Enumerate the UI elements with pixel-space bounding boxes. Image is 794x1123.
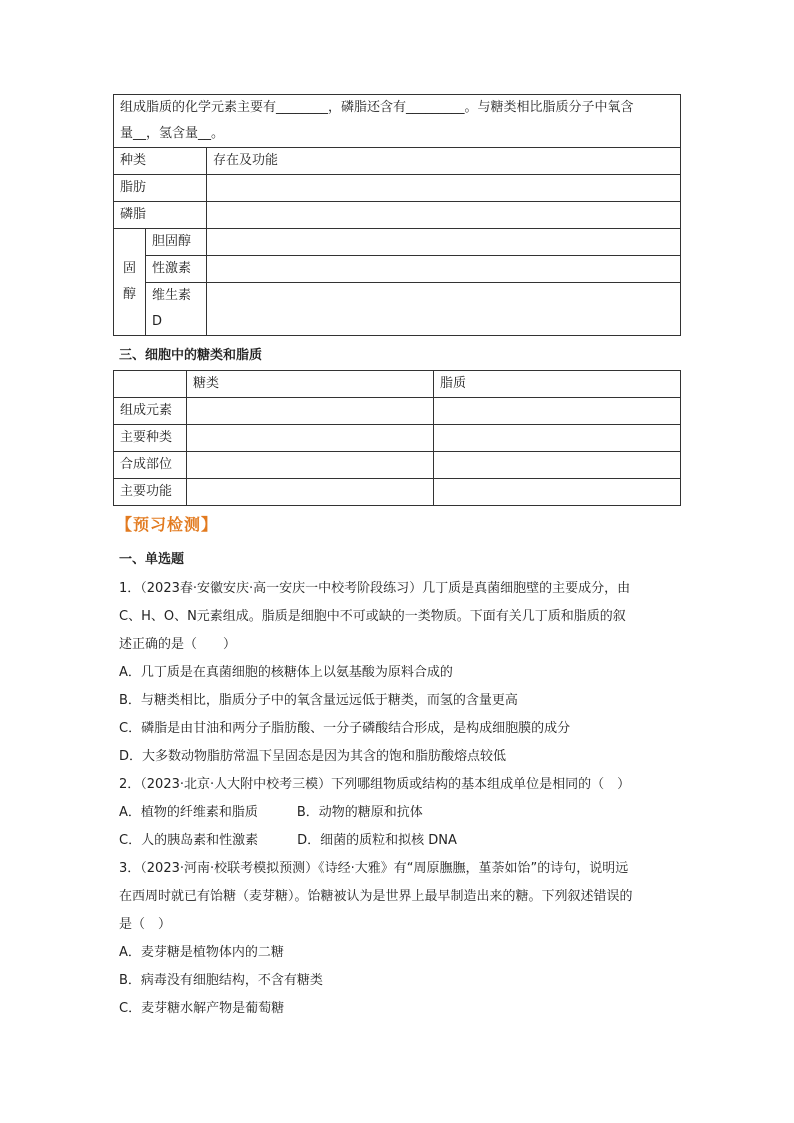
option-line: D．大多数动物脂肪常温下呈固态是因为其含的饱和脂肪酸熔点较低 xyxy=(119,749,507,764)
lipid-table xyxy=(113,94,681,336)
header-sugar: 糖类 xyxy=(187,371,434,398)
sterol-label xyxy=(114,229,146,336)
subheading: 一、单选题 xyxy=(119,552,185,567)
header-function: 存在及功能 xyxy=(207,148,681,175)
section-3-heading: 三、细胞中的糖类和脂质 xyxy=(119,348,263,363)
text-line: 述正确的是（ ） xyxy=(119,637,237,652)
sterol-char-1: 固 xyxy=(123,261,137,276)
text-line: 是（ ） xyxy=(119,917,172,932)
option-line: B．病毒没有细胞结构，不含有糖类 xyxy=(119,973,323,988)
row-sex-hormone-label: 性激素 xyxy=(146,256,207,283)
option-line: B．与糖类相比，脂质分子中的氧含量远远低于糖类，而氢的含量更高 xyxy=(119,693,518,708)
corner-cell xyxy=(114,371,187,398)
row-label: 主要功能 xyxy=(114,479,187,506)
table-cell xyxy=(434,398,681,425)
header-lipid: 脂质 xyxy=(434,371,681,398)
text-line: C、H、O、N元素组成。脂质是细胞中不可或缺的一类物质。下面有关几丁质和脂质的叙 xyxy=(119,609,626,624)
text-line: 2．（2023·北京·人大附中校考三模）下列哪组物质或结构的基本组成单位是相同的（ ） xyxy=(119,777,631,792)
sugar-lipid-table xyxy=(113,370,681,506)
table-cell xyxy=(434,425,681,452)
table-cell xyxy=(187,479,434,506)
option-line: C．麦芽糖水解产物是葡萄糖 xyxy=(119,1001,285,1016)
option-line: C．人的胰岛素和性激素 D．细菌的质粒和拟核 DNA xyxy=(119,833,457,848)
text-line: 3．（2023·河南·校联考模拟预测）《诗经·大雅》有“周原膴膴，堇荼如饴”的诗句，说明远 xyxy=(119,861,629,876)
row-vitamin-d-label xyxy=(146,283,207,336)
text-line: 在西周时就已有饴糖（麦芽糖）。饴糖被认为是世界上最早制造出来的糖。下列叙述错误的 xyxy=(119,889,633,904)
row-label: 组成元素 xyxy=(114,398,187,425)
row-cholesterol-label: 胆固醇 xyxy=(146,229,207,256)
table-cell xyxy=(187,398,434,425)
intro-line-2: 量__，氢含量__。 xyxy=(120,126,225,141)
table-cell xyxy=(187,452,434,479)
option-line: A．几丁质是在真菌细胞的核糖体上以氨基酸为原料合成的 xyxy=(119,665,453,680)
header-kind: 种类 xyxy=(114,148,207,175)
option-line: C．磷脂是由甘油和两分子脂肪酸、一分子磷酸结合形成，是构成细胞膜的成分 xyxy=(119,721,571,736)
vitamin-d-line-1: 维生素 xyxy=(152,288,192,303)
row-label: 合成部位 xyxy=(114,452,187,479)
row-phospholipid-cell xyxy=(207,202,681,229)
row-fat-cell xyxy=(207,175,681,202)
lipid-table-intro xyxy=(114,95,681,148)
row-sex-hormone-cell xyxy=(207,256,681,283)
row-vitamin-d-cell xyxy=(207,283,681,336)
preview-test-banner: 【预习检测】 xyxy=(116,515,219,534)
vitamin-d-line-2: D xyxy=(152,314,163,329)
sterol-char-2: 醇 xyxy=(123,287,137,302)
option-line: A．植物的纤维素和脂质 B．动物的糖原和抗体 xyxy=(119,805,423,820)
text-line: 1．（2023春·安徽安庆·高一安庆一中校考阶段练习）几丁质是真菌细胞壁的主要成分，由 xyxy=(119,581,631,596)
row-fat-label: 脂肪 xyxy=(114,175,207,202)
row-phospholipid-label: 磷脂 xyxy=(114,202,207,229)
table-cell xyxy=(434,452,681,479)
table-cell xyxy=(434,479,681,506)
row-cholesterol-cell xyxy=(207,229,681,256)
row-label: 主要种类 xyxy=(114,425,187,452)
table-cell xyxy=(187,425,434,452)
intro-line-1: 组成脂质的化学元素主要有________，磷脂还含有_________。与糖类相比脂质分子中氧含 xyxy=(120,100,634,115)
option-line: A．麦芽糖是植物体内的二糖 xyxy=(119,945,284,960)
